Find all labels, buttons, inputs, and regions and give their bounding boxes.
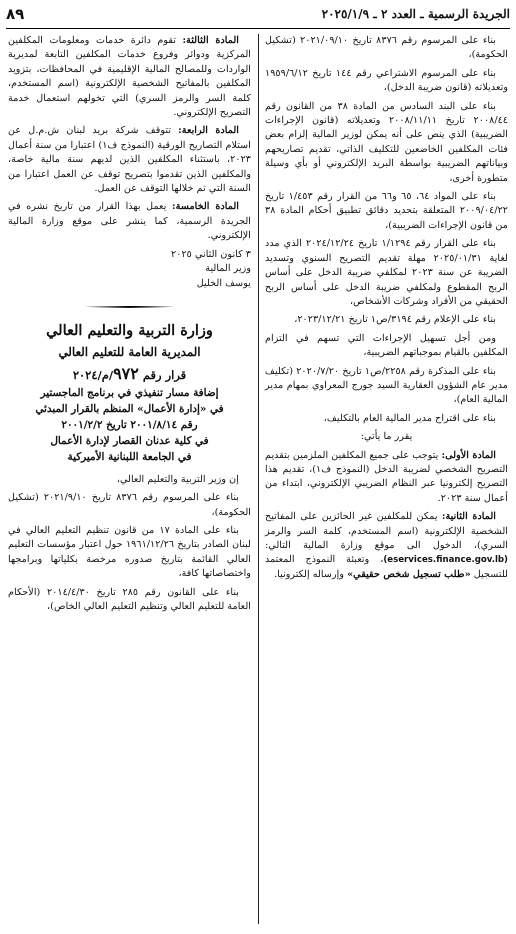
article-2-text-end: وإرساله إلكترونيا. [274, 568, 345, 580]
gazette-title: الجريدة الرسمية ـ العدد ٢ ـ ٢٠٢٥/١/٩ [321, 7, 510, 21]
article-2 [265, 510, 508, 582]
signature-title: وزير المالية [205, 263, 251, 275]
article-5-label: المادة الخامسة: [172, 201, 239, 213]
decision-number [8, 364, 251, 384]
decision-title-line: إضافة مسار تنفيذي في برنامج الماجستير [40, 386, 219, 399]
preamble-paragraph: بناء على البند السادس من المادة ٣٨ من القانون رقم ٢٠٠٨/٤٤ تاريخ ٢٠٠٨/١١/١١ وتعديلاته (قانون الإجراءات الضريبية) الذي ينص على أنه يمكن لوزير المالية إلزام بعض فئات المكلفين الخاضعين للتكليف الذاتي، تقديم تصاريحهم وبياناتهم الضريبية بواسطة البريد الإلكتروني أو بأي وسيلة متطورة أخرى، [265, 100, 509, 184]
decision-title-line: رقم ٢٠٠١/٨/١٤ تاريخ ٢٠٠١/٢/٢ [61, 418, 198, 431]
article-2-text-mid: ، وتعبئة النموذج المعتمد للتسجيل [265, 554, 508, 580]
page-number: ٨٩ [6, 5, 25, 23]
decision-title-line: في «إدارة الأعمال» المنظم بالقرار المبدئي [35, 402, 224, 415]
registration-form-name: «طلب تسجيل شخص حقيقي» [347, 568, 471, 580]
decision-title-line: في الجامعة اللبنانية الأميركية [67, 450, 192, 463]
signature-name: يوسف الخليل [196, 277, 251, 289]
decision-title-line: في كلية عدنان القصار لإدارة الأعمال [50, 434, 209, 447]
preamble-paragraph: بناء على اقتراح مدير المالية العام بالتكليف، [323, 412, 496, 424]
right-column [265, 34, 508, 586]
article-4-label: المادة الرابعة: [178, 125, 239, 137]
article-1-text: يتوجب على جميع المكلفين الملزمين بتقديم التصريح الشخصي لضريبة الدخل (النموذج ف١)، تقديم هذا التصريح إلكترونيا عبر النظام الضريبي الإلكتروني، ابتداء من أعمال سنة ٢٠٢٣. [265, 449, 508, 504]
preamble-paragraph: ومن أجل تسهيل الإجراءات التي تسهم في التزام المكلفين بالقيام بموجباتهم الضريبية، [265, 332, 508, 359]
article-1 [265, 449, 508, 507]
decision-prefix: قرار رقم [142, 368, 187, 383]
article-3-label: المادة الثالثة: [182, 35, 239, 46]
preamble-paragraph: بناء على المواد ٦٤، ٦٥ و٦٦ من القرار رقم ١/٤٥٣ تاريخ ٢٠٠٩/٠٤/٢٢ المتعلقة بتحديد دقائق تطبيق أحكام المادة ٣٨ من قانون الإجراءات الضريبية)، [265, 191, 508, 231]
preamble-paragraph: بناء على القانون رقم ٢٨٥ تاريخ ٢٠١٤/٤/٣٠ (الأحكام العامة للتعليم العالي وتنظيم التعليم العالي الخاص)، [8, 586, 251, 612]
page-header [6, 4, 510, 29]
preamble-paragraph: بناء على المرسوم رقم ٨٣٧٦ تاريخ ٢٠٢١/٩/١٠ (تشكيل الحكومة)، [8, 492, 251, 518]
decision-number-value: ٩٧٢ [113, 364, 139, 384]
preamble-paragraph: بناء على المادة ١٧ من قانون تنظيم التعليم العالي في لبنان الصادر بتاريخ ١٩٦١/١٢/٢٦ حول اعتبار مؤسسات التعليم العالي القائمة بتاريخ صدوره مرخصة بكلياتها وبرامجها واختصاصاتها كافة، [8, 524, 252, 580]
directorate-heading: المديرية العامة للتعليم العالي [58, 344, 201, 359]
article-3 [8, 34, 251, 120]
decision-suffix: /م/٢٠٢٤ [72, 368, 114, 383]
preamble-paragraph: بناء على المذكرة رقم ٢٢٥٨/ص١ تاريخ ٢٠٢٠/٧/٢٠ (تكليف مدير عام الشؤون العقارية السيد جورج المعراوي بمهام مدير المالية العام)، [265, 365, 508, 406]
decides-line: يقرر ما يأتي: [360, 431, 413, 443]
article-3-text: تقوم دائرة خدمات ومعلومات المكلفين المركزية ودوائر وفروع خدمات المكلفين التابعة لمديرية الواردات وللمصالح المالية الإقليمية في المحافظات، بتزويد المكلفين بالمفاتيح الشخصية الإلكترونية (اسم المستخدم، كلمة السر والرمز السري) التي تخولهم استعمال خدمة التصريح الإلكتروني. [8, 35, 251, 119]
preamble-paragraph: إن وزير التربية والتعليم العالي، [116, 473, 239, 485]
article-5-text: يعمل بهذا القرار من تاريخ نشره في الجريدة الرسمية، كما ينشر على موقع وزارة المالية الإلكتروني. [8, 201, 251, 242]
decision-title [8, 385, 251, 465]
section-separator [85, 303, 175, 311]
article-4-text: تتوقف شركة بريد لبنان ش.م.ل عن استلام التصاريح الورقية (النموذج ف١) اعتبارا من سنة أعمال ٢٠٢٣، باستثناء المكلفين الذين لديهم سنة مالية خاصة، والمكلفين الذين تقدموا بتصريح توقف عن العمل اعتبارا من السنة التي تم خلالها التوقف عن العمل. [8, 125, 251, 195]
article-4 [8, 124, 251, 196]
finance-url: (eservices.finance.gov.lb) [383, 555, 508, 566]
ministry-heading: وزارة التربية والتعليم العالي [46, 321, 213, 339]
article-2-text: يمكن للمكلفين غير الحائزين على المفاتيح الشخصية الإلكترونية (اسم المستخدم، كلمة السر والرمز السري)، الدخول الى موقع وزارة المالية التالي: [265, 511, 508, 551]
preamble-paragraph: بناء على الإعلام رقم ٣١٩٤/ص١ تاريخ ٢٠٢٣/١٢/٢١، [294, 314, 496, 326]
preamble-paragraph: بناء على المرسوم رقم ٨٣٧٦ تاريخ ٢٠٢١/٠٩/١٠ (تشكيل الحكومة)، [265, 35, 508, 61]
article-5 [8, 200, 251, 243]
preamble-paragraph: بناء على القرار رقم ١/١٢٩٤ تاريخ ٢٠٢٤/١٢/٢٤ الذي مدد لغاية ٢٠٢٥/٠١/٣١ مهلة تقديم التصريح السنوي وتسديد الضريبة عن سنة ٢٠٢٣ لمكلفي ضريبة الدخل على أساس الربح المقطوع ولمكلفي ضريبة الدخل على أساس الربح الحقيقي من الأفراد وشركات الأشخاص، [265, 238, 509, 307]
left-column [8, 34, 251, 618]
signature-date: ٣ كانون الثاني ٢٠٢٥ [171, 248, 251, 260]
article-1-label: المادة الأولى: [441, 449, 496, 461]
column-divider [258, 34, 259, 924]
preamble-paragraph: بناء على المرسوم الاشتراعي رقم ١٤٤ تاريخ ١٩٥٩/٦/١٢ وتعديلاته (قانون ضريبة الدخل)، [265, 67, 508, 94]
article-2-label: المادة الثانية: [441, 511, 496, 523]
